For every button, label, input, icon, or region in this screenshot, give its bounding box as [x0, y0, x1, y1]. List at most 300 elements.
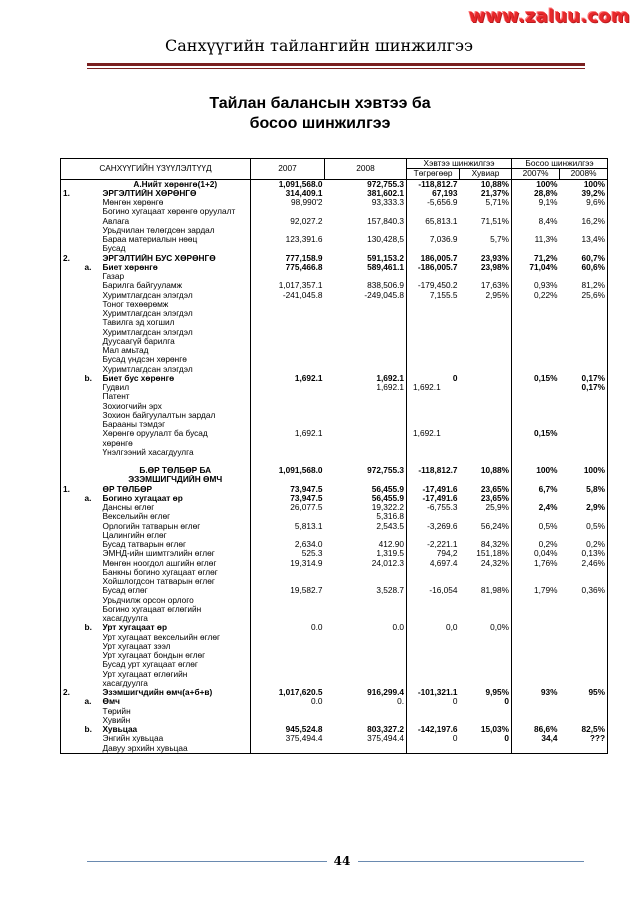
value-2007: 19,314.9	[251, 559, 325, 568]
share-2007	[512, 707, 560, 716]
row-subletter	[83, 179, 101, 189]
row-label: А.Нийт хөрөнгө(1+2)	[133, 179, 218, 189]
value-2007	[251, 439, 325, 448]
row-label: Хуримтлагдсан элэгдэл	[102, 290, 193, 300]
share-2008: 0,17%	[560, 374, 608, 383]
row-subletter	[83, 744, 101, 754]
change-percent	[460, 300, 512, 309]
value-2008	[325, 244, 407, 253]
table-row	[61, 291, 608, 300]
header-rule-thick	[87, 63, 585, 66]
share-2008: 60,7%	[560, 254, 608, 263]
table-row	[61, 254, 608, 263]
table-row	[61, 337, 608, 346]
row-label	[101, 457, 251, 466]
row-label: Барааны тэмдэг	[102, 420, 166, 429]
table-row	[61, 402, 608, 411]
row-subletter	[83, 707, 101, 716]
row-label: ӨР ТӨЛБӨР	[102, 484, 153, 494]
row-subletter	[83, 383, 101, 392]
value-2008: 2,543.5	[376, 521, 405, 531]
row-subletter	[83, 466, 101, 475]
share-2007	[512, 642, 560, 651]
row-number	[61, 679, 83, 688]
change-amount	[407, 660, 460, 669]
footer-rule-right	[358, 861, 584, 862]
row-number: 2.	[61, 254, 83, 263]
change-percent: 151,18%	[476, 549, 510, 559]
share-2008: 0,2%	[560, 540, 608, 549]
value-2007	[251, 475, 325, 484]
share-2008: 100%	[560, 179, 608, 189]
share-2007: 93%	[512, 688, 560, 697]
change-percent: 0,0%	[490, 623, 510, 633]
value-2007	[251, 420, 325, 429]
row-subletter	[83, 281, 101, 290]
value-2008	[325, 402, 407, 411]
change-percent	[460, 318, 512, 327]
row-number	[61, 494, 83, 503]
header-indicators: САНХҮҮГИЙН ҮЗҮҮЛЭЛТҮҮД	[61, 159, 251, 180]
row-number	[61, 586, 83, 595]
row-number	[61, 475, 83, 484]
row-subletter	[83, 207, 101, 216]
table-row	[61, 679, 608, 688]
value-2008: 589,461.1	[367, 262, 405, 272]
share-2007	[512, 475, 560, 484]
change-amount: 67,193	[407, 189, 460, 198]
table-row	[61, 568, 608, 577]
share-2007	[512, 337, 560, 346]
page-title	[160, 94, 480, 134]
share-2007	[512, 328, 560, 337]
change-percent	[460, 642, 512, 651]
table-row	[61, 512, 608, 521]
change-amount: 7,155.5	[407, 291, 460, 300]
share-2007	[512, 355, 560, 364]
change-percent: 5,71%	[485, 198, 510, 207]
value-2007	[251, 226, 325, 235]
row-subletter	[83, 189, 101, 198]
row-number	[61, 734, 83, 743]
table-row	[61, 429, 608, 438]
row-label: Б.ӨР ТӨЛБӨР БА	[139, 466, 212, 475]
change-amount	[407, 716, 460, 725]
share-2007	[512, 420, 560, 429]
value-2008	[325, 651, 407, 660]
value-2008	[325, 429, 407, 438]
change-percent	[460, 707, 512, 716]
value-2007: 375,494.4	[251, 734, 325, 743]
change-percent	[460, 420, 512, 429]
row-label: Давуу эрхийн хувьцаа	[101, 744, 251, 754]
table-row	[61, 531, 608, 540]
row-subletter	[83, 485, 101, 494]
change-amount: 0	[407, 734, 460, 743]
row-number	[61, 512, 83, 521]
row-subletter	[83, 411, 101, 420]
table-row	[61, 328, 608, 337]
row-subletter	[83, 540, 101, 549]
row-number	[61, 365, 83, 374]
table-body	[61, 179, 608, 753]
change-amount: -118,812.7	[407, 466, 460, 475]
change-percent	[460, 605, 512, 614]
share-2007: 71,04%	[512, 263, 560, 272]
value-2008	[325, 448, 407, 457]
row-label: Хувийн	[102, 715, 131, 725]
change-percent: 21,37%	[480, 188, 510, 198]
value-2007	[251, 300, 325, 309]
change-percent: 5,7%	[490, 235, 510, 244]
table-row	[61, 540, 608, 549]
row-subletter	[83, 272, 101, 281]
row-subletter	[83, 660, 101, 669]
table-row	[61, 374, 608, 383]
value-2007	[251, 744, 325, 754]
row-subletter	[83, 365, 101, 374]
table-row	[61, 596, 608, 605]
row-number	[61, 660, 83, 669]
page-number: 44	[333, 854, 351, 868]
value-2008	[325, 744, 407, 754]
value-2007: 0.0	[251, 697, 325, 706]
change-amount	[407, 346, 460, 355]
share-2007	[512, 568, 560, 577]
change-percent	[460, 328, 512, 337]
row-label: ЭЗЭМШИГЧДИЙН ӨМЧ	[128, 475, 223, 485]
value-2008: 157,840.3	[367, 216, 405, 226]
value-2007: -241,045.8	[251, 291, 325, 300]
table-row	[61, 272, 608, 281]
change-amount	[407, 614, 460, 623]
value-2007: 73,947.5	[251, 485, 325, 494]
row-number	[61, 374, 83, 383]
row-number	[61, 420, 83, 429]
change-percent: 71,51%	[480, 216, 510, 226]
share-2007	[512, 300, 560, 309]
change-amount: -6,755.3	[407, 503, 460, 512]
header-share-2007: 2007%	[512, 169, 560, 179]
value-2008: 0.0	[392, 623, 405, 633]
value-2008	[325, 457, 407, 466]
row-number	[61, 179, 83, 189]
value-2008	[325, 309, 407, 318]
share-2007: 2,4%	[512, 503, 560, 512]
header-rule-thin	[87, 68, 585, 69]
row-label: Бусад урт хугацаат өглөг	[102, 660, 198, 670]
row-subletter	[83, 392, 101, 401]
share-2007	[512, 605, 560, 614]
value-2008: 375,494.4	[367, 734, 405, 744]
row-subletter	[83, 679, 101, 688]
value-2007	[251, 355, 325, 364]
value-2008	[325, 439, 407, 448]
value-2008	[325, 365, 407, 374]
row-subletter	[83, 244, 101, 253]
row-subletter	[83, 503, 101, 512]
row-number	[61, 300, 83, 309]
row-label: Эзэмшигчдийн өмч(а+б+в)	[102, 688, 213, 697]
row-number	[61, 670, 83, 679]
value-2007	[251, 207, 325, 216]
share-2008	[560, 494, 608, 503]
change-amount: -3,269.6	[407, 522, 460, 531]
header-2008: 2008	[325, 159, 407, 180]
row-label: Хуримтлагдсан элэгдэл	[102, 327, 193, 337]
share-2008	[560, 355, 608, 364]
table-row	[61, 494, 608, 503]
change-amount: -101,321.1	[407, 688, 460, 697]
change-amount: -5,656.9	[407, 198, 460, 207]
row-label: Өмч	[102, 697, 120, 707]
header-2007: 2007	[251, 159, 325, 180]
table-row	[61, 365, 608, 374]
change-percent: 10,88%	[480, 179, 510, 189]
row-label: Үнэлгээний хасагдуулга	[102, 447, 194, 457]
row-number	[61, 392, 83, 401]
share-2007	[512, 679, 560, 688]
value-2008	[325, 679, 407, 688]
value-2008	[325, 411, 407, 420]
table-row	[61, 485, 608, 494]
table-row	[61, 466, 608, 475]
row-subletter	[83, 235, 101, 244]
value-2008: 381,602.1	[367, 188, 405, 198]
row-subletter	[83, 309, 101, 318]
change-percent: 2,95%	[485, 290, 510, 300]
value-2008	[325, 531, 407, 540]
table-row	[61, 300, 608, 309]
change-percent	[460, 651, 512, 660]
value-2008	[325, 420, 407, 429]
row-number	[61, 614, 83, 623]
row-number	[61, 448, 83, 457]
change-amount	[407, 642, 460, 651]
share-2008: 2,9%	[560, 503, 608, 512]
row-label: Банкны богино хугацаат өглөг	[102, 567, 218, 577]
header-share-2008: 2008%	[560, 169, 608, 179]
value-2007	[251, 716, 325, 725]
row-subletter: b.	[84, 373, 92, 383]
value-2007: 123,391.6	[251, 235, 325, 244]
footer-rule-left	[87, 861, 327, 862]
value-2008	[325, 226, 407, 235]
change-amount	[407, 318, 460, 327]
row-subletter	[83, 291, 101, 300]
value-2008: 93,333.3	[371, 198, 405, 207]
watermark: www.zaluu.com	[468, 6, 630, 27]
value-2007	[251, 707, 325, 716]
header-change-amount: Төгрөгөөр	[407, 169, 460, 179]
row-number: 1.	[61, 485, 83, 494]
value-2007: 92,027.2	[251, 217, 325, 226]
share-2008	[560, 707, 608, 716]
row-label: Мөнгөн ноогдол ашгийн өглөг	[102, 558, 217, 568]
change-amount: 0	[407, 374, 460, 383]
row-number	[61, 318, 83, 327]
value-2007	[251, 605, 325, 614]
share-2007	[512, 309, 560, 318]
table-row	[61, 642, 608, 651]
row-subletter: b.	[84, 725, 92, 734]
row-label: Богино хугацаат өглөгийн	[102, 604, 202, 614]
change-amount: 1,692.1	[407, 429, 460, 438]
row-number: 1.	[61, 189, 83, 198]
value-2008: 591,153.2	[367, 253, 405, 263]
value-2008: 916,299.4	[367, 688, 405, 697]
share-2008	[560, 642, 608, 651]
row-label: Зохиогчийн эрх	[102, 401, 162, 411]
share-2007	[512, 716, 560, 725]
table-row	[61, 522, 608, 531]
change-amount	[407, 707, 460, 716]
share-2008: 82,5%	[560, 725, 608, 734]
table-row	[61, 235, 608, 244]
table-row	[61, 633, 608, 642]
change-amount	[407, 633, 460, 642]
share-2007	[512, 411, 560, 420]
share-2008	[560, 318, 608, 327]
value-2008	[325, 328, 407, 337]
value-2008: 24,012.3	[371, 558, 405, 568]
change-percent	[460, 244, 512, 253]
value-2008	[325, 642, 407, 651]
change-percent	[460, 365, 512, 374]
change-amount	[407, 392, 460, 401]
share-2008	[560, 411, 608, 420]
share-2007: 0,5%	[512, 522, 560, 531]
share-2007: 0,15%	[512, 374, 560, 383]
change-amount	[407, 420, 460, 429]
table-row	[61, 660, 608, 669]
change-percent	[460, 633, 512, 642]
change-percent	[460, 392, 512, 401]
value-2008: 1,319.5	[376, 549, 405, 559]
value-2008: 130,428,5	[367, 235, 405, 244]
share-2008	[560, 614, 608, 623]
value-2008: 412.90	[378, 540, 405, 549]
value-2008: 3,528.7	[376, 586, 405, 596]
value-2008: -249,045.8	[364, 290, 405, 300]
value-2008	[325, 596, 407, 605]
value-2008: 19,322.2	[371, 503, 405, 512]
share-2008: 0,36%	[560, 586, 608, 595]
share-2008: 0,17%	[560, 383, 608, 392]
row-label: Гудвил	[102, 383, 130, 392]
row-subletter	[83, 439, 101, 448]
change-amount	[407, 272, 460, 281]
value-2007	[251, 328, 325, 337]
value-2008: 972,755.3	[367, 179, 405, 189]
share-2008	[560, 577, 608, 586]
change-percent	[460, 355, 512, 364]
share-2007	[512, 512, 560, 521]
change-percent	[460, 596, 512, 605]
change-amount: -16,054	[407, 586, 460, 595]
share-2007: 0,15%	[512, 429, 560, 438]
row-label: Энгийн хувьцаа	[102, 734, 164, 744]
share-2007	[512, 596, 560, 605]
row-number	[61, 383, 83, 392]
value-2007	[251, 318, 325, 327]
row-number	[61, 559, 83, 568]
share-2007	[512, 614, 560, 623]
share-2008: 5,8%	[560, 485, 608, 494]
value-2008	[325, 272, 407, 281]
share-2008	[560, 697, 608, 706]
value-2007: 775,466.8	[251, 263, 325, 272]
row-subletter	[83, 642, 101, 651]
row-number	[61, 328, 83, 337]
row-label: Бусад татварын өглөг	[102, 540, 186, 549]
share-2008	[560, 651, 608, 660]
change-percent	[460, 402, 512, 411]
share-2008	[560, 226, 608, 235]
table-row	[61, 420, 608, 429]
row-label: Урт хугацаат өр	[102, 623, 168, 633]
share-2008: 0,13%	[560, 549, 608, 558]
change-amount	[407, 355, 460, 364]
value-2008	[325, 605, 407, 614]
change-amount	[407, 670, 460, 679]
share-2008: 2,46%	[560, 559, 608, 568]
row-label: Хуримтлагдсан элэгдэл	[102, 364, 193, 374]
header-vertical-analysis: Босоо шинжилгээ	[512, 159, 608, 169]
value-2007: 98,990'2	[251, 198, 325, 207]
table-row	[61, 651, 608, 660]
share-2007	[512, 402, 560, 411]
row-subletter	[83, 734, 101, 743]
share-2007	[512, 697, 560, 706]
row-label: Бусад	[102, 244, 126, 254]
row-label: Тоног төхөөрөмж	[102, 299, 169, 309]
share-2007: 34,4	[512, 734, 560, 743]
share-2007: 11,3%	[512, 235, 560, 244]
row-subletter	[83, 420, 101, 429]
row-label: Богино хугацаат өр	[102, 493, 183, 503]
value-2008	[325, 392, 407, 401]
change-amount	[407, 402, 460, 411]
row-number	[61, 522, 83, 531]
row-subletter	[83, 328, 101, 337]
change-amount	[407, 411, 460, 420]
table-row	[61, 346, 608, 355]
change-percent	[460, 457, 512, 466]
table-row	[61, 207, 608, 216]
row-number	[61, 642, 83, 651]
header-change-percent: Хувиар	[460, 169, 512, 179]
row-label: Мал амьтад	[102, 346, 149, 355]
row-number	[61, 411, 83, 420]
share-2007	[512, 448, 560, 457]
share-2007	[512, 651, 560, 660]
change-percent	[460, 744, 512, 754]
row-label: Хуримтлагдсан элэгдэл	[102, 309, 193, 318]
value-2007	[251, 392, 325, 401]
title-line-2: босоо шинжилгээ	[249, 115, 391, 132]
share-2008	[560, 475, 608, 484]
change-percent	[460, 374, 512, 383]
table-row	[61, 475, 608, 484]
change-amount: -17,491.6	[407, 494, 460, 503]
change-percent	[460, 346, 512, 355]
change-amount: -142,197.6	[407, 725, 460, 734]
row-subletter	[83, 586, 101, 595]
change-percent: 0	[504, 697, 510, 707]
row-number: 2.	[61, 688, 83, 697]
value-2007	[251, 660, 325, 669]
